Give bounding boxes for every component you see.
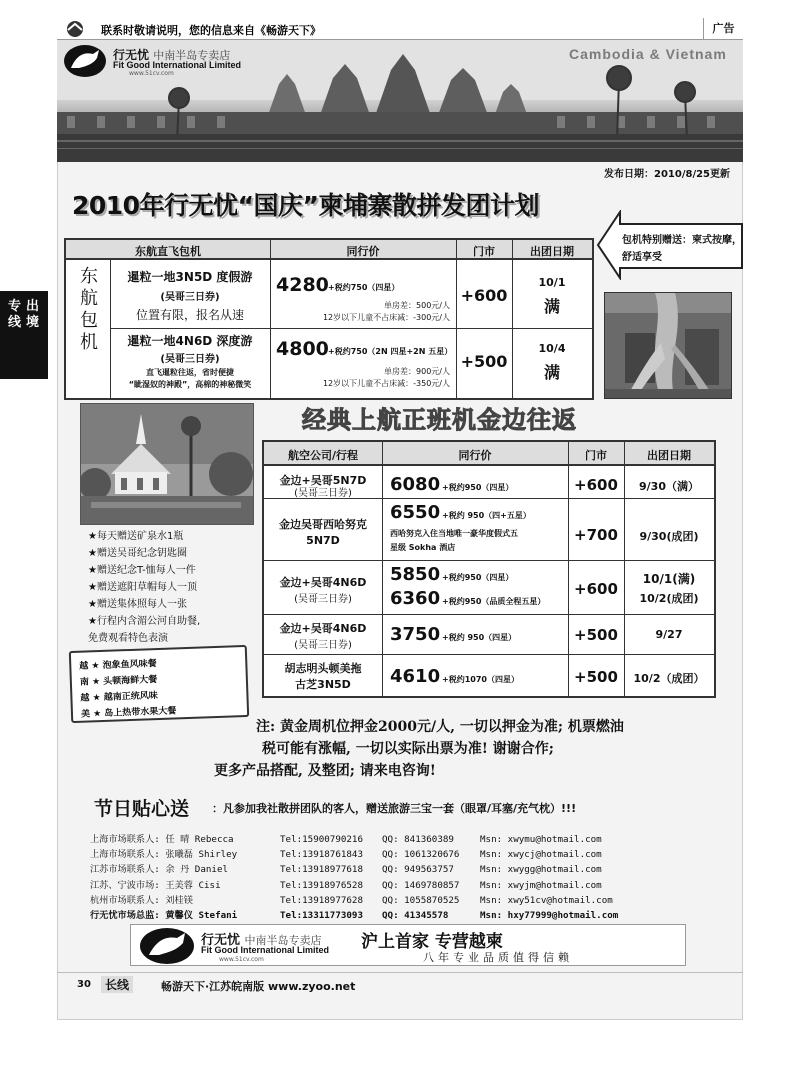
contact-role: 行无忧市场总监: 黄馨仪 Stefani [90, 909, 238, 921]
contact-row [90, 878, 650, 893]
t2-row2-extra1: 西哈努克入住当地唯一豪华度假式五 [390, 529, 518, 538]
contact-msn: Msn: xwygg@hotmail.com [480, 864, 602, 876]
royal-palace-photo [80, 403, 254, 525]
perk-item: ★赠送遮阳草帽每人一顶 [88, 582, 197, 593]
row2-route-extra: 直飞暹粒往返，省时便捷 [146, 368, 234, 377]
contact-row [90, 893, 650, 908]
perk-item: ★赠送纪念T-恤每人一件 [88, 565, 196, 576]
t2-row3-tax2: +税约950（品质全程五星） [442, 597, 546, 606]
contact-role: 上海市场联系人: 任 晴 Rebecca [90, 834, 234, 845]
t2-row2-extra2: 星级 Sokha 酒店 [390, 543, 456, 552]
row2-note1: 单房差：900元/人 [384, 367, 450, 376]
t2-row1-tax: +税约950（四星） [442, 483, 514, 492]
ad-label: 广告 [703, 18, 743, 39]
contact-msn: Msn: hxy77999@hotmail.com [480, 909, 619, 921]
table1-col-date: 出团日期 [530, 245, 574, 258]
row2-date: 10/4 [538, 342, 566, 355]
divider [382, 442, 383, 696]
t2-row4-route: 金边+吴哥4N6D [279, 622, 367, 635]
row1-tax: +税约750（四星） [328, 283, 400, 292]
brand-name: 行无忧 [113, 48, 150, 62]
contact-tel: Tel:13918977628 [280, 894, 363, 906]
t2-row3-retail: +600 [574, 580, 618, 598]
page-number: 30 [77, 979, 91, 990]
gift-text: 包机特别赠送：柬式按摩，舒适享受 [622, 235, 742, 263]
divider [264, 614, 714, 615]
t2-row5-date: 10/2（成团） [633, 672, 705, 685]
palace-illustration [81, 404, 254, 525]
t2-row1-route-sub: (吴哥三日券) [294, 488, 352, 499]
row2-status: 满 [543, 363, 560, 382]
contact-qq: QQ: 1061320676 [382, 849, 460, 861]
note-line: 注: 黄金周机位押金2000元/人, 一切以押金为准; 机票燃油 [256, 719, 624, 735]
contact-msn: Msn: xwymu@hotmail.com [480, 834, 602, 845]
contact-role: 上海市场联系人: 张曦磊 Shirley [90, 849, 238, 861]
table1-side-label: 东航包机 [80, 266, 98, 353]
contact-row [90, 832, 650, 847]
table2-col-price: 同行价 [458, 449, 492, 462]
footer-brand-band [130, 924, 686, 966]
dish-item: 越 ★ 泡象鱼风味餐 [79, 659, 157, 672]
table2-col-retail: 门市 [585, 449, 607, 462]
contact-tel: Tel:13918761843 [280, 849, 363, 861]
t2-row5-route: 胡志明头顿美拖 [284, 662, 362, 675]
horse-logo-icon [63, 44, 107, 78]
t2-row2-tax: +税约 950（四+五星） [442, 511, 531, 520]
horse-logo-icon [139, 927, 195, 965]
t2-row2-route: 金边吴哥西哈努克 [279, 518, 367, 531]
t2-row5-tax: +税约1070（四星） [442, 675, 519, 684]
footer-brand-name: 行无忧 [201, 933, 241, 948]
table1-col-price: 同行价 [346, 245, 380, 258]
t2-row3-date: 10/1(满) [642, 572, 696, 586]
row2-route-sub: (吴哥三日券) [160, 354, 220, 365]
charter-flight-table [64, 238, 594, 400]
contact-qq: QQ: 1469780857 [382, 879, 460, 891]
contact-msn: Msn: xwy51cv@hotmail.com [480, 894, 613, 906]
top-strip [57, 18, 743, 40]
vietnam-dishes-card [69, 645, 249, 723]
dish-item: 南 ★ 头顿海鲜大餐 [79, 675, 158, 688]
contact-qq: QQ: 1055870525 [382, 894, 460, 906]
divider [110, 328, 592, 329]
festival-title: 节日贴心送 [94, 798, 190, 820]
t2-row4-tax: +税约 950（四星） [442, 633, 517, 642]
brand-sub: 中南半岛专卖店 [153, 49, 231, 62]
ruins-illustration [605, 293, 732, 399]
contact-row [90, 862, 650, 877]
perk-item: ★行程内含湄公河自助餐, [88, 616, 201, 627]
booking-notes [214, 716, 684, 782]
dish-item: 越 ★ 越南正统风味 [80, 691, 158, 704]
row1-note1: 单房差：500元/人 [384, 301, 450, 310]
footer-brand-en: Fit Good International Limited [201, 945, 329, 955]
contact-role: 杭州市场联系人: 刘桂镁 [90, 894, 193, 906]
t2-row5-route-sub: 古芝3N5D [295, 678, 351, 691]
contacts-list [90, 832, 650, 923]
table1-header [66, 240, 592, 260]
publish-date: 发布日期：2010/8/25更新 [604, 169, 731, 180]
table2-col-route: 航空公司/行程 [287, 449, 359, 462]
t2-row3-price2: 6360 [390, 588, 441, 609]
t2-row2-retail: +700 [574, 526, 618, 544]
contact-tel: Tel:15900790216 [280, 834, 363, 845]
row2-retail: +500 [460, 352, 508, 371]
section-label: 长线 [101, 976, 133, 993]
headline: 2010年行无忧“国庆”柬埔寨散拼发团计划 [72, 191, 539, 220]
footer-brand-url: www.51cv.com [219, 956, 264, 963]
row2-price: 4800 [276, 338, 329, 360]
ta-prohm-photo [604, 292, 732, 399]
angkor-banner [57, 40, 743, 162]
publication-name: 畅游天下·江苏皖南版 www.zyoo.net [161, 980, 356, 993]
divider [264, 560, 714, 561]
perk-item: ★每天赠送矿泉水1瓶 [88, 531, 184, 542]
brand-logo [63, 44, 253, 78]
t2-row5-price: 4610 [390, 666, 441, 687]
festival-offer: ：凡参加我社散拼团队的客人，赠送旅游三宝一套（眼罩/耳塞/充气枕）!!! [212, 802, 577, 815]
t2-row3-route: 金边+吴哥4N6D [279, 576, 367, 589]
source-notice: 联系时敬请说明，您的信息来自《畅游天下》 [101, 24, 321, 37]
t2-row1-retail: +600 [574, 476, 618, 494]
row1-route-extra: 位置有限，报名从速 [135, 308, 244, 322]
divider [456, 240, 457, 398]
table1-col-retail: 门市 [473, 245, 495, 258]
section-side-tab [0, 291, 48, 379]
row2-route: 暹粒一地4N6D 深度游 [127, 334, 253, 348]
divider [264, 654, 714, 655]
contact-qq: QQ: 41345578 [382, 909, 449, 921]
contact-qq: QQ: 841360389 [382, 834, 454, 845]
note-line: 更多产品搭配, 及整团; 请来电咨询! [214, 763, 436, 779]
t2-row1-route: 金边+吴哥5N7D [279, 474, 367, 487]
contact-tel: Tel:13918976528 [280, 879, 363, 891]
scheduled-flight-table [262, 440, 716, 698]
contact-tel: Tel:13918977618 [280, 864, 363, 876]
perk-item: 免费观看特色表演 [88, 633, 168, 644]
brand-url: www.51cv.com [129, 70, 174, 77]
divider [270, 240, 271, 398]
footer-slogan-sub: 八年专业品质值得信赖 [423, 951, 573, 964]
note-line: 税可能有涨幅, 一切以实际出票为准! 谢谢合作; [262, 741, 554, 757]
brand-name-en: Fit Good International Limited [113, 60, 241, 70]
perk-item: ★赠送集体照每人一张 [88, 599, 187, 610]
t2-row3-date2: 10/2(成团) [639, 592, 699, 605]
side-tab-col2: 专线 [8, 299, 22, 330]
row2-note2: 12岁以下儿童不占床减：-350元/人 [322, 379, 450, 388]
contact-role: 江苏市场联系人: 余 丹 Daniel [90, 864, 229, 876]
banner-english-title: Cambodia & Vietnam [569, 46, 727, 62]
t2-row2-route-sub: 5N7D [306, 534, 340, 547]
perk-item: ★赠送吴哥纪念钥匙圈 [88, 548, 187, 559]
contact-role: 江苏、宁波市场: 王美蓉 Cisi [90, 879, 221, 891]
t2-row3-price: 5850 [390, 564, 441, 585]
table1-col-route: 东航直飞包机 [135, 245, 201, 258]
table2-col-date: 出团日期 [647, 449, 691, 462]
contact-msn: Msn: xwyjm@hotmail.com [480, 879, 602, 891]
dish-item: 美 ★ 岛上热带水果大餐 [80, 706, 177, 720]
t2-row3-tax: +税约950（四星） [442, 573, 514, 582]
row1-route-sub: (吴哥三日券) [160, 292, 220, 303]
t2-row1-price: 6080 [390, 474, 441, 495]
t2-row4-route-sub: (吴哥三日券) [294, 640, 352, 651]
contact-row-director [90, 908, 650, 923]
row1-retail: +600 [460, 286, 508, 305]
contact-row [90, 847, 650, 862]
row1-price: 4280 [276, 274, 329, 296]
page-footer [57, 972, 743, 996]
t2-row5-retail: +500 [574, 668, 618, 686]
side-tab-col1: 出境 [26, 299, 40, 330]
row2-tax: +税约750（2N 四星+2N 五星） [328, 347, 453, 356]
t2-row3-route-sub: (吴哥三日券) [294, 594, 352, 605]
t2-row4-date: 9/27 [655, 628, 683, 641]
footer-slogan: 沪上首家 专营越柬 [361, 932, 503, 952]
t2-row2-date: 9/30(成团) [639, 530, 699, 543]
t2-row4-retail: +500 [574, 626, 618, 644]
row1-date: 10/1 [538, 276, 566, 289]
contact-qq: QQ: 949563757 [382, 864, 454, 876]
row2-route-extra2: “眦湿奴的神殿”，高棉的神秘微笑 [128, 380, 252, 389]
perks-list [88, 528, 258, 647]
magazine-logo-icon [63, 20, 87, 38]
footer-brand-sub: 中南半岛专卖店 [244, 934, 322, 947]
footer-brand-logo [139, 927, 359, 965]
table2-header [264, 442, 714, 466]
row1-note2: 12岁以下儿童不占床减：-300元/人 [322, 313, 450, 322]
t2-row4-price: 3750 [390, 624, 441, 645]
shanghai-airline-title: 经典上航正班机金边往返 [302, 406, 577, 434]
t2-row2-price: 6550 [390, 502, 441, 523]
row1-status: 满 [543, 297, 560, 316]
contact-tel: Tel:13311773093 [280, 909, 363, 921]
contact-msn: Msn: xwycj@hotmail.com [480, 849, 602, 861]
row1-route: 暹粒一地3N5D 度假游 [127, 270, 253, 284]
t2-row1-date: 9/30（满） [639, 480, 699, 493]
